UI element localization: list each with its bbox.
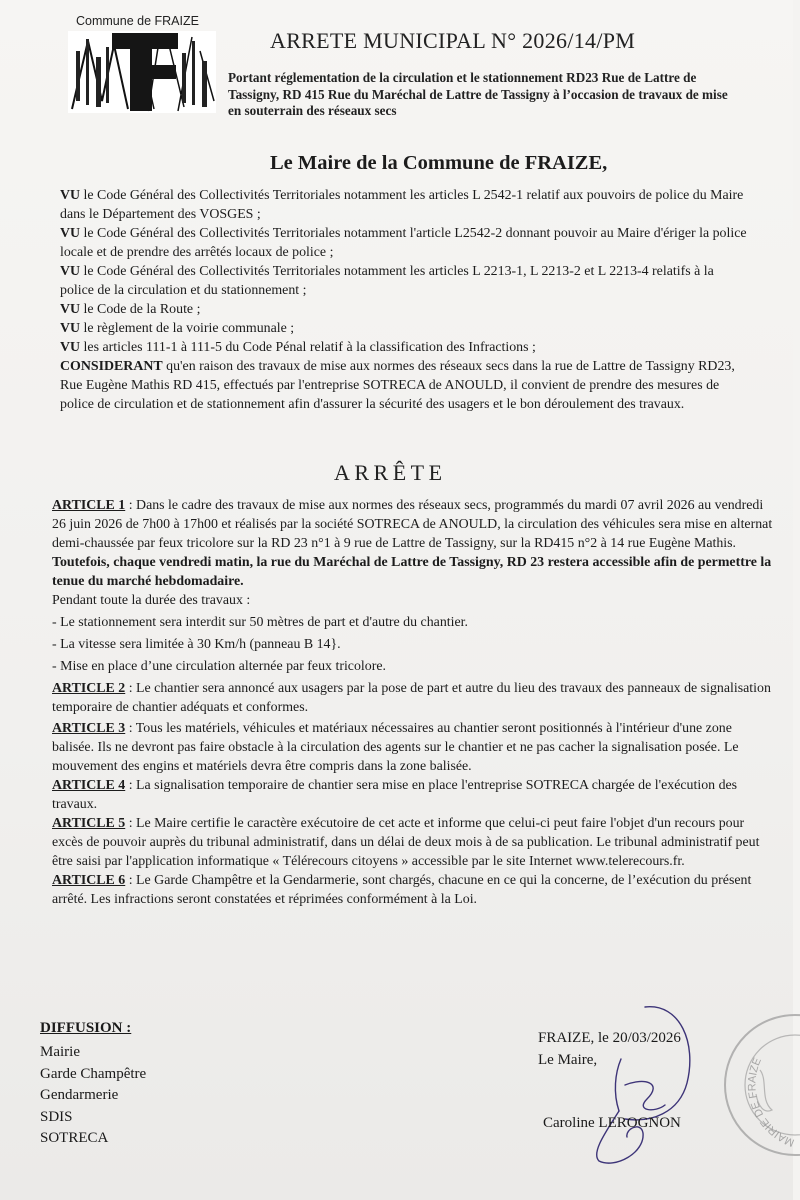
visa-paragraph: VU le Code Général des Collectivités Territoriales notamment les articles L 2542-1 relatif aux pouvoirs de police du Maire dans le Département des VOSGES ;	[60, 188, 744, 222]
diffusion-title: DIFFUSION :	[40, 1020, 132, 1036]
list-item: Gendarmerie	[40, 1087, 119, 1103]
articles-section	[52, 496, 776, 909]
article-2: ARTICLE 2 : Le chantier sera annoncé aux usagers par la pose de part et autre du lieu des travaux des panneaux de signalisation temporaire de chantier adéquats et conformes.	[52, 681, 771, 715]
visa-paragraph: VU le règlement de la voirie communale ;	[60, 321, 295, 336]
arrete-heading: ARRÊTE	[334, 460, 447, 485]
list-item: Mairie	[40, 1044, 80, 1060]
visas-section	[60, 186, 750, 414]
commune-name: Commune de FRAIZE	[76, 14, 199, 28]
signature-scribble	[585, 1003, 695, 1168]
list-item: SOTRECA	[40, 1130, 109, 1146]
list-item: - Mise en place d’une circulation alternée par feux tricolore.	[52, 659, 386, 674]
article-1: ARTICLE 1 : Dans le cadre des travaux de mise aux normes des réseaux secs, programmés du mardi 07 avril 2026 au vendredi 26 juin 2026 de 7h00 à 17h00 et réalisés par la société SOTRECA de ANOULD, la circulation des véhicules sera mise en alternat demi-chaussée par feux tricolore sur la RD 23 n°1 à 9 rue de Lattre de Tassigny, sur la RD415 n°2 à 14 rue Eugène Mathis.	[52, 498, 773, 551]
article-4: ARTICLE 4 : La signalisation temporaire de chantier sera mise en place l'entreprise SOTRECA chargée de l'exécution des travaux.	[52, 778, 738, 812]
list-item: - Le stationnement sera interdit sur 50 mètres de part et d'autre du chantier.	[52, 615, 468, 630]
svg-text:MAIRIE DE FRAIZE: MAIRIE DE FRAIZE	[746, 1056, 797, 1149]
visa-paragraph: VU le Code de la Route ;	[60, 302, 201, 317]
signatory-name: Caroline LEROGNON	[543, 1115, 681, 1131]
document-subtitle: Portant réglementation de la circulation et le stationnement RD23 Rue de Lattre de Tassigny, RD 415 Rue du Maréchal de Lattre de Tassigny à l’occasion de travaux de mise en souterrain des réseaux secs	[228, 70, 728, 118]
mayor-heading: Le Maire de la Commune de FRAIZE,	[270, 152, 608, 174]
mairie-stamp	[720, 1010, 800, 1160]
commune-logo	[68, 31, 216, 113]
article-5: ARTICLE 5 : Le Maire certifie le caractère exécutoire de cet acte et informe que celui-ci peut faire l'objet d'un recours pour excès de pouvoir auprès du tribunal administratif, dans un délai de deux mois à de sa publication. Le tribunal administratif peut être saisi par l'application informatique « Télérecours citoyens » accessible par le site Internet www.telerecours.fr.	[52, 816, 760, 869]
signature-role: Le Maire,	[538, 1052, 598, 1068]
visa-paragraph: VU le Code Général des Collectivités Territoriales notamment l'article L2542-2 donnant pouvoir au Maire d'ériger la police locale et de prendre des arrêtés locaux de police ;	[60, 226, 747, 260]
article-1-note: Toutefois, chaque vendredi matin, la rue du Maréchal de Lattre de Tassigny, RD 23 restera accessible afin de permettre la tenue du marché hebdomadaire.	[52, 555, 772, 589]
diffusion-list	[40, 1042, 146, 1150]
article-1-pendant: Pendant toute la durée des travaux :	[52, 593, 251, 608]
document-title: ARRETE MUNICIPAL N° 2026/14/PM	[270, 28, 636, 53]
considerant-paragraph: CONSIDERANT qu'en raison des travaux de mise aux normes des réseaux secs dans la rue de Lattre de Tassigny RD23, Rue Eugène Mathis RD 415, effectués par l'entreprise SOTRECA de ANOULD, il convient de prendre des mesures de police de circulation et de stationnement afin d'assurer la sécurité des usagers et le bon déroulement des travaux.	[60, 359, 735, 412]
list-item: - La vitesse sera limitée à 30 Km/h (panneau B 14}.	[52, 637, 341, 652]
visa-paragraph: VU le Code Général des Collectivités Territoriales notamment les articles L 2213-1, L 2213-2 et L 2213-4 relatifs à la police de la circulation et du stationnement ;	[60, 264, 714, 298]
article-6: ARTICLE 6 : Le Garde Champêtre et la Gendarmerie, sont chargés, chacune en ce qui la concerne, de l’exécution du présent arrêté. Les infractions seront constatées et réprimées conformément à la Loi.	[52, 873, 752, 907]
list-item: SDIS	[40, 1108, 73, 1125]
signature-place-date: FRAIZE, le 20/03/2026	[538, 1030, 681, 1046]
visa-paragraph: VU les articles 111-1 à 111-5 du Code Pénal relatif à la classification des Infractions ;	[60, 340, 536, 355]
list-item: Garde Champêtre	[40, 1065, 147, 1082]
article-3: ARTICLE 3 : Tous les matériels, véhicules et matériaux nécessaires au chantier seront positionnés à l'intérieur d'une zone balisée. Ils ne devront pas faire obstacle à la circulation des agents sur le chantier et ne pas cacher la signalisation posée. Le mouvement des engins et matériels devra être compris dans la zone balisée.	[52, 721, 739, 774]
